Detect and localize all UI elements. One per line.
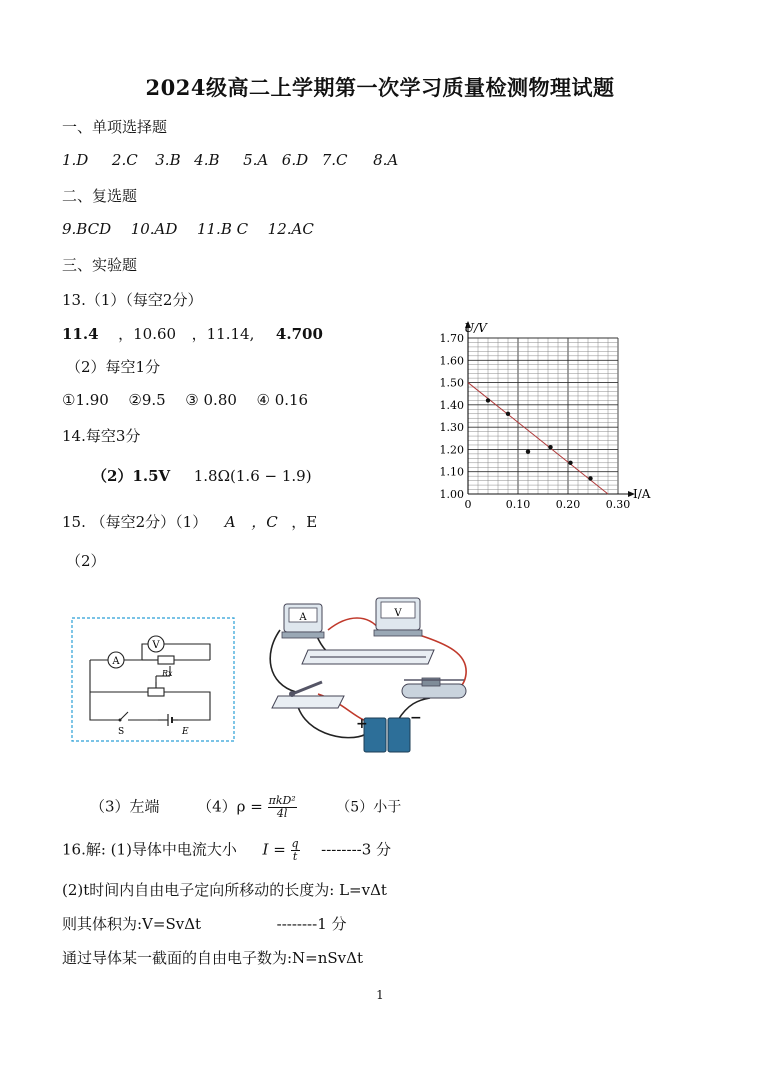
q13-label: 13.（1）（每空2分）: [62, 291, 203, 309]
y-tick-label: 1.40: [439, 398, 464, 412]
section2-answers: [62, 220, 314, 238]
switch-label: S: [118, 727, 125, 737]
q15-part4-denominator: 4l: [276, 807, 288, 820]
q15-answer-1: A: [224, 513, 236, 531]
q13-part2-value-3: ③ 0.80: [185, 391, 237, 409]
section1-answers: [62, 151, 398, 169]
q15-part5: （5）小于: [336, 799, 402, 816]
q16-line1: [62, 838, 391, 863]
circuit-diagram: [70, 616, 238, 744]
q16-denominator: t: [292, 850, 298, 863]
svg-text:−: −: [410, 710, 422, 726]
q15-label: 15. （每空2分）（1）: [62, 513, 208, 531]
q16-formula: I =: [262, 840, 286, 859]
svg-text:+: +: [356, 716, 368, 732]
q14-part2-a: （2）1.5V: [92, 467, 171, 485]
y-tick-label: 1.20: [439, 443, 464, 457]
data-point: [588, 476, 592, 480]
graph-grid: [465, 321, 635, 497]
battery-label: E: [182, 727, 189, 737]
q16-fraction: [291, 838, 300, 863]
q16-line3: [62, 913, 347, 934]
q15-part4-fraction: [268, 795, 297, 820]
battery-device: [356, 710, 422, 752]
q13-part2-value-2: ②9.5: [128, 391, 166, 409]
ammeter-device: [282, 604, 324, 638]
q16-numerator: q: [291, 837, 299, 850]
data-point: [486, 398, 490, 402]
graph-x-label: I/A: [633, 487, 651, 501]
answer-3: 3.B: [155, 151, 181, 169]
answer-7: 7.C: [321, 151, 348, 169]
q13-part2-value-1: ①1.90: [62, 391, 109, 409]
page-title: 2024级高二上学期第一次学习质量检测物理试题: [145, 75, 615, 100]
answer-9: 9.BCD: [62, 220, 112, 238]
q15-line1: [62, 511, 317, 532]
resistor-label: Rx: [162, 669, 173, 678]
data-point: [526, 449, 530, 453]
data-point: [506, 412, 510, 416]
x-tick-label: 0: [464, 498, 472, 511]
q16-line3-score: --------1 分: [276, 915, 347, 933]
answer-5: 5.A: [243, 151, 269, 169]
answer-1: 1.D: [62, 151, 89, 169]
q13-values: [62, 323, 323, 344]
data-point: [568, 461, 572, 465]
answer-2: 2.C: [111, 151, 138, 169]
answer-6: 6.D: [281, 151, 309, 169]
apparatus-illustration: [258, 594, 478, 764]
section2-heading: 二、复选题: [62, 187, 138, 205]
y-tick-label: 1.00: [439, 488, 464, 501]
q13-value-1: 11.4: [62, 325, 99, 343]
answer-8: 8.A: [373, 151, 399, 169]
y-tick-label: 1.10: [439, 465, 464, 479]
q13-value-3: ，11.14,: [191, 325, 255, 343]
q14-label: 14.每空3分: [62, 427, 141, 445]
y-tick-label: 1.70: [439, 332, 464, 345]
answer-12: 12.AC: [267, 220, 314, 238]
ui-graph: [430, 318, 660, 518]
resistor-rx: [158, 656, 174, 664]
section3-heading: 三、实验题: [62, 256, 138, 274]
q15-part4-numerator: πkD²: [268, 794, 296, 807]
y-tick-label: 1.60: [439, 354, 464, 368]
q15-part2-label: （2）: [66, 552, 106, 570]
rheostat-device: [402, 678, 466, 698]
q15-line3: [90, 795, 401, 820]
q14-part2-b: 1.8Ω(1.6 − 1.9): [193, 467, 312, 485]
q13-value-4: 4.700: [275, 325, 323, 343]
q16-line1-score: --------3 分: [321, 840, 392, 859]
y-tick-label: 1.50: [439, 376, 464, 390]
rheostat: [148, 688, 164, 696]
answer-11: 11.B C: [196, 220, 249, 238]
answer-10: 10.AD: [130, 220, 178, 238]
q14-part2: [92, 465, 312, 486]
q15-answer-2: ，C: [251, 513, 278, 531]
page-number: 1: [376, 988, 384, 1002]
q13-part2-value-4: ④ 0.16: [256, 391, 309, 409]
voltmeter-label: V: [152, 640, 160, 651]
section1-heading: 一、单项选择题: [62, 118, 168, 136]
x-tick-label: 0.20: [555, 498, 581, 511]
q16-line4: 通过导体某一截面的自由电子数为:N=nSvΔt: [62, 949, 364, 967]
data-point: [548, 445, 552, 449]
q15-part4-label: （4）ρ =: [197, 797, 263, 816]
q13-part2-label: （2）每空1分: [66, 358, 161, 376]
x-tick-label: 0.30: [605, 498, 631, 511]
x-tick-label: 0.10: [505, 498, 531, 511]
switch: [120, 712, 128, 720]
graph-y-label: U/V: [464, 321, 487, 335]
voltmeter-device-label: V: [394, 608, 402, 619]
voltmeter-device: [374, 598, 422, 636]
q15-answer-3: ，E: [291, 513, 318, 531]
ammeter-device-label: A: [299, 612, 307, 623]
q16-line2: (2)t时间内自由电子定向所移动的长度为: L=vΔt: [62, 881, 387, 899]
answer-4: 4.B: [194, 151, 220, 169]
q15-part3: （3）左端: [90, 797, 160, 816]
q16-line1-text: 16.解: (1)导体中电流大小: [62, 840, 237, 859]
y-tick-label: 1.30: [439, 421, 464, 435]
q13-value-2: ，10.60: [118, 325, 177, 343]
ammeter-label: A: [112, 656, 120, 667]
q13-part2-values: [62, 391, 308, 409]
wire-board: [302, 650, 434, 664]
q16-line3-text: 则其体积为:V=SvΔt: [62, 915, 202, 933]
